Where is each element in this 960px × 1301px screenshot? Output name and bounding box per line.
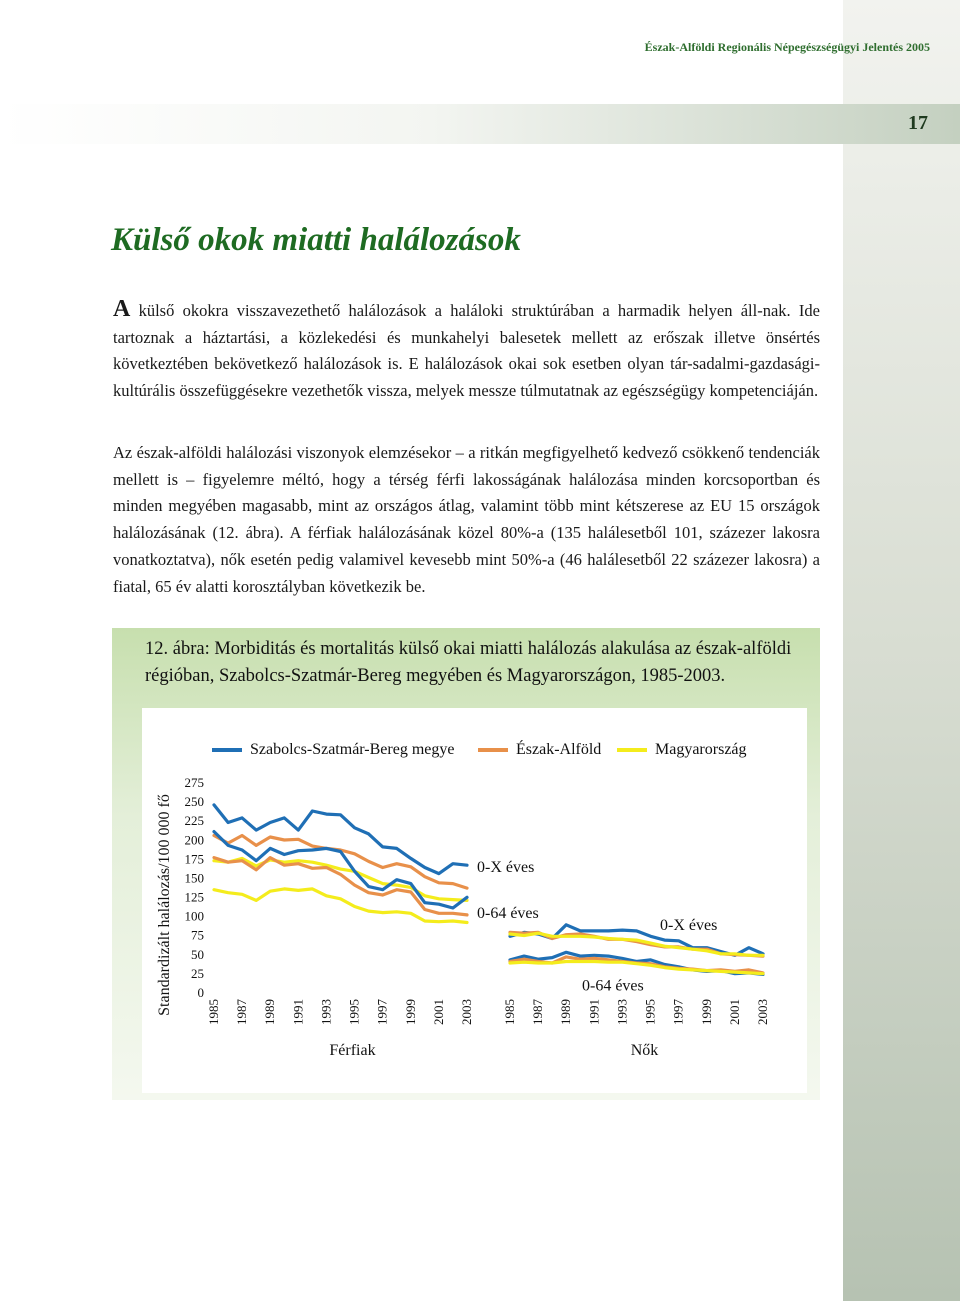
group-label-women-total: 0-X éves <box>660 917 718 935</box>
y-tick-label: 50 <box>191 946 204 962</box>
legend-label: Szabolcs-Szatmár-Bereg megye <box>250 741 455 758</box>
x-tick-label: 1989 <box>262 999 278 1025</box>
x-tick-label: 2001 <box>726 999 742 1025</box>
report-header: Észak-Alföldi Regionális Népegészségügyi Jelentés 2005 <box>644 40 930 54</box>
y-tick-label: 275 <box>184 775 204 790</box>
x-tick-label: 1999 <box>698 999 714 1025</box>
section-title: Külső okok miatti halálozások <box>111 222 521 258</box>
page-number-band <box>0 104 960 144</box>
panel-label-women: Nők <box>630 1042 659 1059</box>
decorative-side-bar <box>843 0 960 1301</box>
group-label-women-under65: 0-64 éves <box>582 977 644 995</box>
x-tick-label: 1995 <box>346 999 362 1025</box>
y-tick-label: 25 <box>191 965 204 981</box>
x-tick-label: 2003 <box>755 999 770 1025</box>
legend-label: Észak-Alföld <box>516 741 602 758</box>
y-tick-label: 175 <box>184 851 204 867</box>
y-tick-label: 125 <box>184 889 204 905</box>
figure-caption: 12. ábra: Morbiditás és mortalitás külső okai miatti halálozás alakulása az észak-alföldi régióban, Szabolcs-Szatmár-Bereg megyében és Magyarországon, 1985-2003. <box>145 639 792 686</box>
page-number: 17 <box>908 112 928 134</box>
x-tick-label: 2003 <box>459 999 474 1025</box>
legend-label: Magyarország <box>655 741 747 758</box>
x-tick-label: 1997 <box>670 999 686 1025</box>
y-tick-label: 150 <box>184 870 204 886</box>
paragraph-analysis: Az észak-alföldi halálozási viszonyok elemzésekor – a ritkán megfigyelhető kedvező csökkenő tendenciák mellett is – figyelemre méltó, hogy a térség férfi lakosságának halálozása minden korcsoportban és minden megyében magasabb, mint az országos átlag, valamint több mint kétszerese az EU 15 országok halálozásának (12. ábra). A férfiak halálozásának közel 80%-a (135 halálesetből 101, százezer lakosra vonatkoztatva), nők esetén pedig valamivel kevesebb mint 50%-a (46 halálesetből 22 százezer lakosra) a fiatal, 65 év alatti korosztályban következik be. <box>113 443 820 596</box>
y-tick-label: 200 <box>184 832 204 848</box>
x-tick-label: 1987 <box>234 999 250 1025</box>
x-tick-label: 1987 <box>530 999 546 1025</box>
x-tick-label: 1999 <box>402 999 418 1025</box>
x-tick-label: 1985 <box>206 999 221 1025</box>
x-tick-label: 1993 <box>614 999 630 1025</box>
y-axis-label: Standardizált halálozás/100 000 fő <box>156 794 173 1016</box>
drop-cap: A <box>113 296 131 322</box>
y-tick-label: 225 <box>184 813 204 829</box>
y-tick-label: 250 <box>184 794 204 810</box>
paragraph-intro <box>113 296 820 405</box>
chart-plot-background <box>142 708 807 1093</box>
x-tick-label: 1991 <box>290 999 306 1025</box>
mortality-line-chart <box>112 700 820 1100</box>
panel-label-men: Férfiak <box>329 1042 376 1059</box>
y-tick-label: 0 <box>197 985 204 1000</box>
x-tick-label: 1997 <box>374 999 390 1025</box>
x-tick-label: 1993 <box>318 999 334 1025</box>
x-tick-label: 1991 <box>586 999 602 1025</box>
paragraph-intro-text: külső okokra visszavezethető halálozások a haláloki struktúrában a harmadik helyen áll-nak. Ide tartoznak a háztartási, a közlekedési és munkahelyi balesetek mellett az erőszak illetve önsértés következtében bekövetkező halálozások is. E halálozások okai sok esetben olyan tár-sadalmi-gazdasági-kultúrális összefüggésekre vezethetők vissza, melyek messze túlmutatnak az egészségügy kompetenciáján. <box>113 301 820 401</box>
x-tick-label: 1989 <box>558 999 574 1025</box>
x-tick-label: 2001 <box>430 999 446 1025</box>
x-tick-label: 1995 <box>642 999 658 1025</box>
group-label-men-under65: 0-64 éves <box>477 904 539 922</box>
y-tick-label: 75 <box>191 927 204 943</box>
y-tick-label: 100 <box>184 908 204 924</box>
group-label-men-total: 0-X éves <box>477 859 535 876</box>
x-tick-label: 1985 <box>502 999 517 1025</box>
